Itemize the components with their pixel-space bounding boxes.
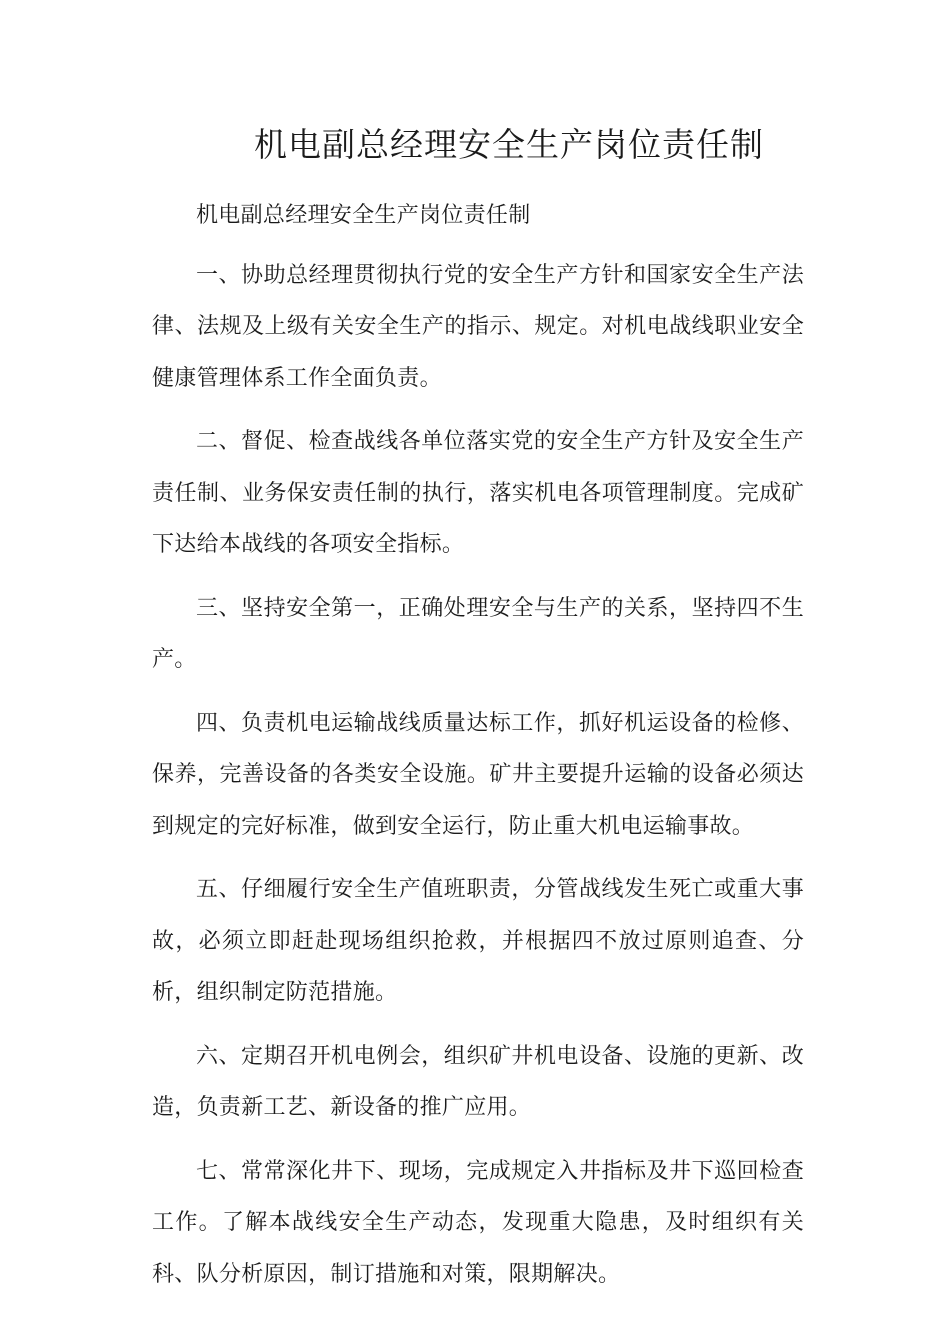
paragraph-3: 三、坚持安全第一，正确处理安全与生产的关系，坚持四不生产。	[152, 595, 804, 672]
paragraph-1: 一、协助总经理贯彻执行党的安全生产方针和国家安全生产法律、法规及上级有关安全生产的指示、规定。对机电战线职业安全健康管理体系工作全面负责。	[152, 262, 804, 391]
paragraph-5: 五、仔细履行安全生产值班职责，分管战线发生死亡或重大事故，必须立即赶赴现场组织抢救，并根据四不放过原则追查、分析，组织制定防范措施。	[152, 877, 804, 1005]
paragraph-6: 六、定期召开机电例会，组织矿井机电设备、设施的更新、改造，负责新工艺、新设备的推广应用。	[152, 1043, 804, 1120]
document-subtitle: 机电副总经理安全生产岗位责任制	[196, 203, 531, 228]
paragraph-2: 二、督促、检查战线各单位落实党的安全生产方针及安全生产责任制、业务保安责任制的执行，落实机电各项管理制度。完成矿下达给本战线的各项安全指标。	[152, 429, 804, 557]
paragraph-7: 七、常常深化井下、现场，完成规定入井指标及井下巡回检查工作。了解本战线安全生产动态，发现重大隐患，及时组织有关科、队分析原因，制订措施和对策，限期解决。	[152, 1158, 804, 1287]
document-title: 机电副总经理安全生产岗位责任制	[254, 125, 764, 164]
paragraph-4: 四、负责机电运输战线质量达标工作，抓好机运设备的检修、保养，完善设备的各类安全设施。矿井主要提升运输的设备必须达到规定的完好标准，做到安全运行，防止重大机电运输事故。	[152, 710, 804, 839]
document-body	[152, 190, 804, 1312]
